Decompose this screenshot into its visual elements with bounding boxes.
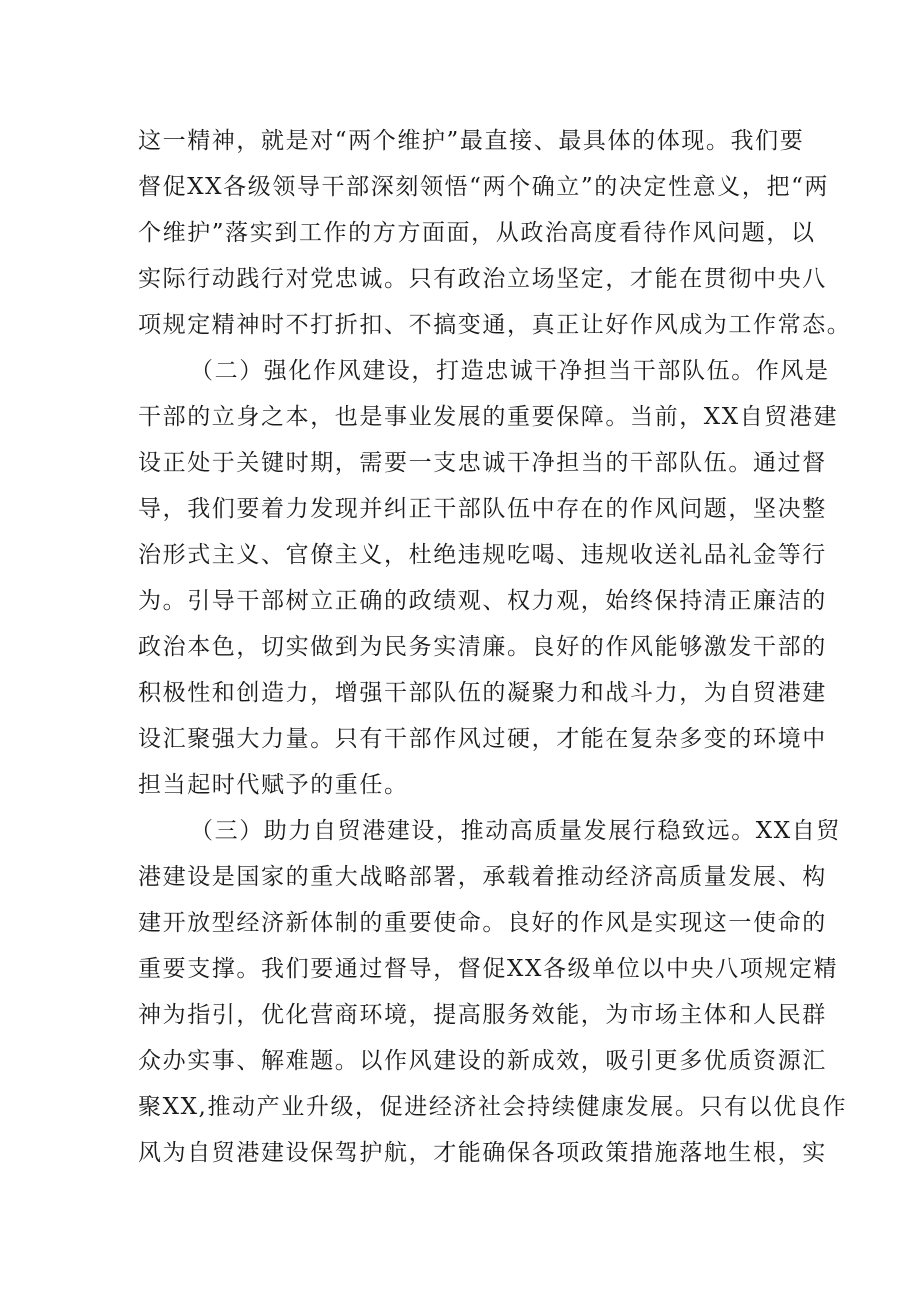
text-line: 项规定精神时不打折扣、不搞变通，真正让好作风成为工作常态。: [138, 312, 852, 338]
text-line: 为。引导干部树立正确的政绩观、权力观，始终保持清正廉洁的: [138, 588, 827, 614]
section-heading-line: （三）助力自贸港建设，推动高质量发展行稳致远。XX自贸: [190, 818, 841, 844]
text-line: 重要支撑。我们要通过督导，督促XX各级单位以中央八项规定精: [138, 956, 839, 982]
text-line: 政治本色，切实做到为民务实清廉。良好的作风能够激发干部的: [138, 634, 827, 660]
text-line: 风为自贸港建设保驾护航，才能确保各项政策措施落地生根，实: [138, 1140, 827, 1166]
section-heading-line: （二）强化作风建设，打造忠诚干净担当干部队伍。作风是: [190, 358, 830, 384]
text-line: 众办实事、解难题。以作风建设的新成效，吸引更多优质资源汇: [138, 1048, 827, 1074]
text-line: 港建设是国家的重大战略部署，承载着推动经济高质量发展、构: [138, 864, 827, 890]
text-line: 聚XX,推动产业升级，促进经济社会持续健康发展。只有以优良作: [138, 1094, 848, 1120]
text-line: 导，我们要着力发现并纠正干部队伍中存在的作风问题，坚决整: [138, 496, 827, 522]
text-line: 神为指引，优化营商环境，提高服务效能，为市场主体和人民群: [138, 1002, 827, 1028]
text-line: 这一精神，就是对“两个维护”最直接、最具体的体现。我们要: [138, 128, 805, 154]
text-line: 个维护”落实到工作的方方面面，从政治高度看待作风问题，以: [138, 220, 816, 246]
text-line: 设汇聚强大力量。只有干部作风过硬，才能在复杂多变的环境中: [138, 726, 827, 752]
text-line: 担当起时代赋予的重任。: [138, 772, 409, 798]
text-line: 积极性和创造力，增强干部队伍的凝聚力和战斗力，为自贸港建: [138, 680, 827, 706]
text-line: 督促XX各级领导干部深刻领悟“两个确立”的决定性意义，把“两: [138, 174, 830, 200]
text-line: 实际行动践行对党忠诚。只有政治立场坚定，才能在贯彻中央八: [138, 266, 827, 292]
text-line: 治形式主义、官僚主义，杜绝违规吃喝、违规收送礼品礼金等行: [138, 542, 827, 568]
text-line: 建开放型经济新体制的重要使命。良好的作风是实现这一使命的: [138, 910, 827, 936]
document-body: [138, 118, 852, 1176]
text-line: 干部的立身之本，也是事业发展的重要保障。当前，XX自贸港建: [138, 404, 839, 430]
text-line: 设正处于关键时期，需要一支忠诚干净担当的干部队伍。通过督: [138, 450, 827, 476]
